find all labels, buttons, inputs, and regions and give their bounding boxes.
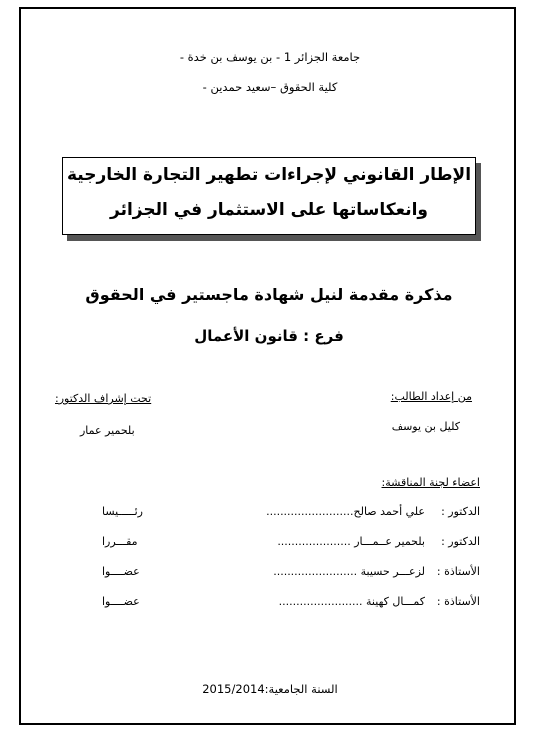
committee-label: اعضاء لجنة المناقشة: [381, 476, 480, 489]
university-line: جامعة الجزائر 1 - بن يوسف بن خدة - [179, 50, 361, 64]
branch-label: فرع : قانون الأعمال [194, 327, 344, 345]
supervisor-name: بلحمير عمار [80, 424, 135, 437]
thesis-title-line-1: الإطار القانوني لإجراءات تطهير التجارة الخارجية [66, 165, 472, 185]
member-title: الدكتور : [441, 535, 480, 548]
member-name: بلحمير عــمـــار ..................... [277, 535, 425, 548]
member-name: لزعـــر حسيبة ........................ [273, 565, 425, 578]
memoir-subtitle: مذكرة مقدمة لنيل شهادة ماجستير في الحقوق [85, 285, 453, 304]
student-label: من إعداد الطالب: [390, 390, 472, 403]
member-role: عضــــوا [102, 565, 140, 578]
member-title: الدكتور : [441, 505, 480, 518]
member-role: مقـــررا [102, 535, 138, 548]
page-border [19, 7, 516, 725]
member-name: كمـــال كهينة ........................ [278, 595, 425, 608]
member-role: عضــــوا [102, 595, 140, 608]
committee-member-row [80, 595, 480, 613]
supervisor-label: تحت إشراف الدكتور: [55, 392, 152, 405]
member-name: علي أحمد صالح......................... [266, 505, 425, 518]
thesis-title-line-2: وانعكاساتها على الاستثمار في الجزائر [110, 200, 428, 220]
committee-member-row [80, 505, 480, 523]
student-name: كليل بن يوسف [391, 420, 460, 433]
member-title: الأستاذة : [436, 565, 480, 578]
committee-member-row [80, 565, 480, 583]
committee-member-row [80, 535, 480, 553]
academic-year: السنة الجامعية:2015/2014 [202, 682, 338, 696]
faculty-line: كلية الحقوق –سعيد حمدين - [202, 80, 338, 94]
member-role: رئـــــيسا [102, 505, 143, 518]
member-title: الأستاذة : [436, 595, 480, 608]
